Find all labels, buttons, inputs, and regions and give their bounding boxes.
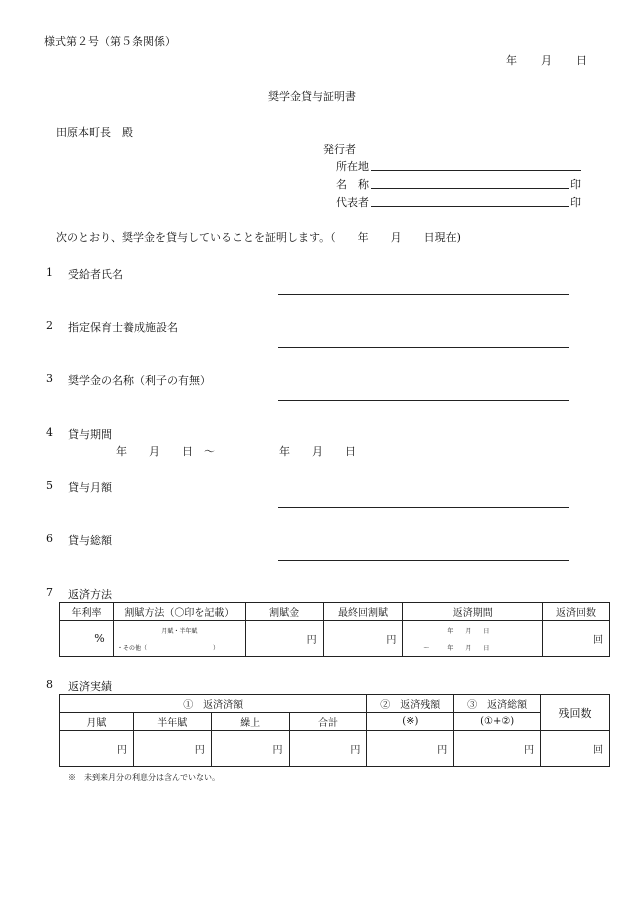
item5-label: 貸与月額	[68, 481, 112, 494]
footnote: ※ 未到来月分の利息分は含んでいない。	[68, 773, 220, 782]
issuer-rep-line[interactable]	[371, 206, 569, 207]
item5-line[interactable]	[278, 507, 569, 508]
early-cell[interactable]: 円	[211, 731, 289, 767]
item4-label: 貸与期間	[68, 428, 112, 441]
issuer-rep-label: 代表者	[336, 196, 369, 209]
date-year: 年	[506, 54, 517, 67]
item3-label: 奨学金の名称（利子の有無）	[68, 374, 211, 387]
item8-label: 返済実績	[68, 680, 112, 693]
item6-label: 貸与総額	[68, 534, 112, 547]
repay-method-table	[59, 602, 610, 657]
remaining-header-bottom: (※)	[367, 713, 454, 731]
issuer-name-label: 名 称	[336, 178, 369, 191]
header-method: 割賦方法（〇印を記載）	[113, 603, 245, 621]
item6-number: 6	[46, 532, 53, 545]
repaid-total-header: ① 返済済額	[60, 695, 367, 713]
remaining-count-cell[interactable]: 回	[541, 731, 610, 767]
installment-cell[interactable]: 円	[245, 621, 323, 657]
date-month: 月	[541, 54, 552, 67]
issuer-rep-seal: 印	[570, 196, 581, 209]
monthly-cell[interactable]: 円	[60, 731, 134, 767]
method-cell[interactable]	[113, 621, 245, 657]
header-rate: 年利率	[60, 603, 114, 621]
header-final: 最終回割賦	[323, 603, 403, 621]
rate-cell[interactable]: %	[60, 621, 114, 657]
item7-number: 7	[46, 586, 53, 599]
semiannual-header: 半年賦	[133, 713, 211, 731]
semiannual-cell[interactable]: 円	[133, 731, 211, 767]
monthly-header: 月賦	[60, 713, 134, 731]
header-count: 返済回数	[543, 603, 610, 621]
item2-number: 2	[46, 319, 53, 332]
issuer-name-line[interactable]	[371, 188, 569, 189]
item8-number: 8	[46, 678, 53, 691]
item2-label: 指定保育士養成施設名	[68, 321, 178, 334]
period-row-1: 年 月 日	[447, 627, 490, 635]
grand-cell[interactable]: 円	[454, 731, 541, 767]
item4-period-end: 年 月 日	[279, 445, 356, 458]
method-option-2: ・その他（ ）	[116, 645, 219, 652]
issuer-address-line[interactable]	[371, 170, 581, 171]
issuer-address-label: 所在地	[336, 160, 369, 173]
document-title: 奨学金貸与証明書	[268, 90, 356, 103]
remaining-header-top: ② 返済残額	[367, 695, 454, 713]
item1-label: 受給者氏名	[68, 268, 123, 281]
count-cell[interactable]: 回	[543, 621, 610, 657]
item2-line[interactable]	[278, 347, 569, 348]
item6-line[interactable]	[278, 560, 569, 561]
item3-line[interactable]	[278, 400, 569, 401]
addressee: 田原本町長 殿	[56, 126, 133, 139]
remaining-count-header: 残回数	[541, 695, 610, 731]
remaining-cell[interactable]: 円	[367, 731, 454, 767]
repay-record-table	[59, 694, 610, 767]
item1-number: 1	[46, 266, 53, 279]
date-day: 日	[576, 54, 587, 67]
form-number: 様式第２号（第５条関係）	[44, 35, 176, 48]
early-header: 繰上	[211, 713, 289, 731]
item1-line[interactable]	[278, 294, 569, 295]
item4-period-start: 年 月 日 ～	[116, 445, 215, 458]
item7-label: 返済方法	[68, 588, 112, 601]
period-cell[interactable]	[403, 621, 543, 657]
subtotal-header: 合計	[289, 713, 367, 731]
item3-number: 3	[46, 372, 53, 385]
subtotal-cell[interactable]: 円	[289, 731, 367, 767]
grand-header-top: ③ 返済総額	[454, 695, 541, 713]
final-cell[interactable]: 円	[323, 621, 403, 657]
issuer-name-seal: 印	[570, 178, 581, 191]
period-row-2: ～ 年 月 日	[423, 644, 490, 652]
header-period: 返済期間	[403, 603, 543, 621]
header-installment: 割賦金	[245, 603, 323, 621]
item4-number: 4	[46, 426, 53, 439]
method-option-1: 月賦・半年賦	[161, 628, 198, 635]
item5-number: 5	[46, 479, 53, 492]
statement: 次のとおり、奨学金を貸与していることを証明します。（ 年 月 日現在)	[56, 231, 461, 244]
issuer-heading: 発行者	[323, 143, 356, 156]
grand-header-bottom: (①+②)	[454, 713, 541, 731]
